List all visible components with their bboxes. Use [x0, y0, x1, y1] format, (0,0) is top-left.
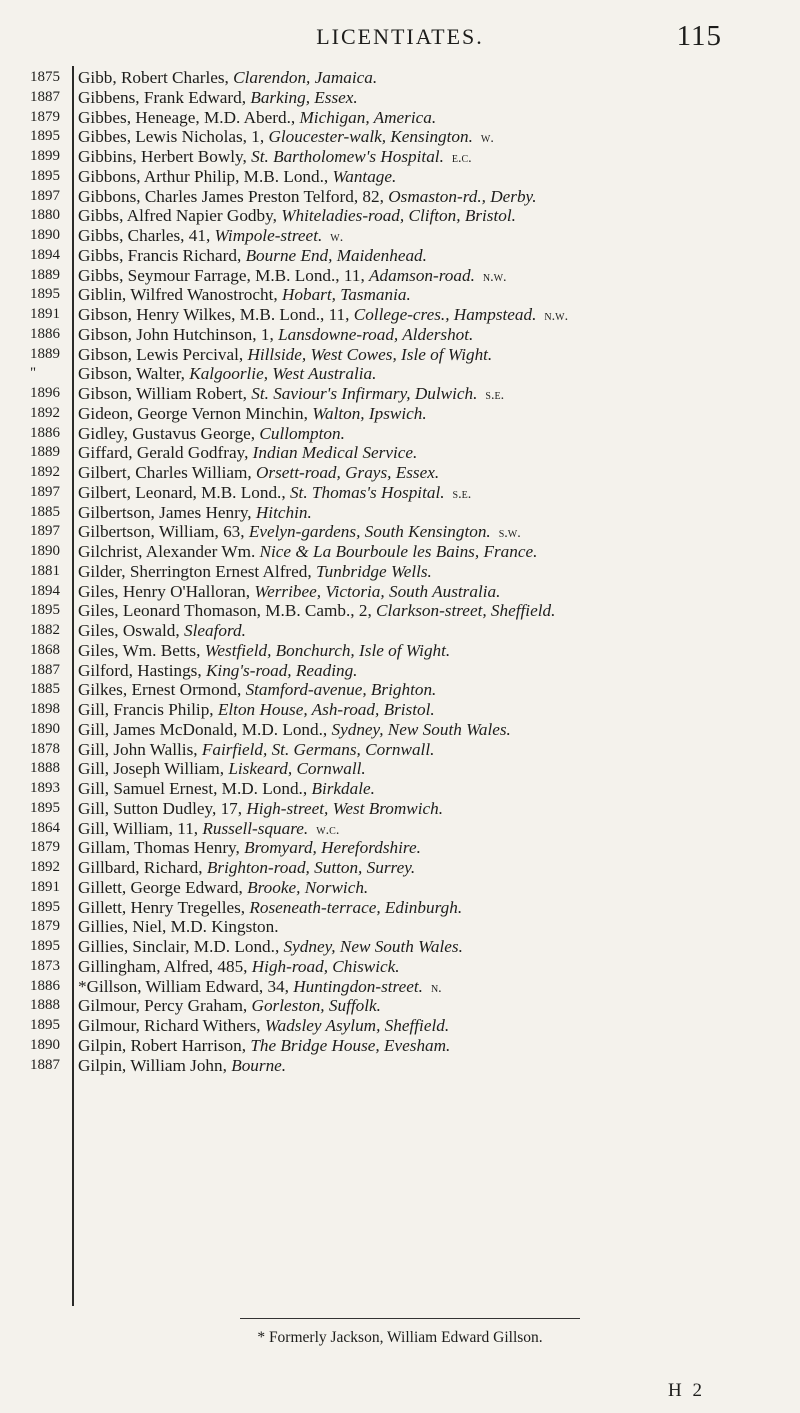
list-item — [78, 937, 798, 957]
entry-name: Gilmour, Percy Graham, — [78, 996, 252, 1016]
entry-place: Evelyn-gardens, South Kensington. — [248, 522, 491, 542]
entry-place: Liskeard, Cornwall. — [228, 759, 366, 779]
list-item — [78, 996, 798, 1016]
list-item — [78, 819, 798, 839]
entry-year: 1879 — [30, 839, 60, 856]
entry-year: 1890 — [30, 1036, 60, 1053]
entry-place: Clarkson-street, Sheffield. — [376, 601, 556, 621]
entry-name: Gill, William, 11, — [78, 818, 203, 838]
entry-year: 1897 — [30, 483, 60, 500]
entry-place: Wadsley Asylum, Sheffield. — [264, 1016, 450, 1035]
entry-place: Roseneath-terrace, Edinburgh. — [249, 897, 463, 917]
entry-place: Hitchin. — [255, 502, 312, 522]
list-item — [78, 463, 798, 483]
list-item — [78, 325, 798, 345]
list-item — [78, 226, 798, 246]
entry-year: 1893 — [30, 780, 60, 796]
entry-year: 1895 — [30, 799, 60, 816]
column-rule — [72, 66, 74, 1306]
entry-name: Gibbins, Herbert Bowly, — [78, 147, 252, 166]
list-item — [78, 266, 798, 286]
entry-place: Tunbridge Wells. — [315, 561, 432, 581]
entry-name: Gill, James McDonald, M.D. Lond., — [78, 719, 332, 739]
entry-year: 1891 — [30, 306, 60, 322]
entry-year: 1879 — [30, 108, 60, 125]
list-item — [78, 285, 798, 305]
entry-place: Fairfield, St. Germans, Cornwall. — [201, 739, 435, 759]
list-item — [78, 601, 798, 621]
entry-name: Gilbert, Leonard, M.B. Lond., — [78, 482, 290, 502]
list-item — [78, 246, 798, 266]
entry-district: s.w. — [498, 526, 521, 542]
list-item — [78, 641, 798, 661]
list-item — [78, 147, 798, 167]
entry-year: 1895 — [30, 602, 60, 619]
entry-year: 1873 — [30, 957, 60, 974]
list-item — [78, 878, 798, 898]
list-item — [78, 740, 798, 760]
list-item — [78, 759, 798, 779]
entry-name: Gill, Sutton Dudley, 17, — [78, 798, 247, 818]
page-number: 115 — [676, 20, 722, 52]
entry-year: 1891 — [30, 878, 60, 895]
entry-year: 1887 — [30, 1056, 60, 1073]
running-title: LICENTIATES. — [316, 24, 484, 49]
entry-place: Clarendon, Jamaica. — [233, 68, 378, 87]
entry-place: St. Saviour's Infirmary, Dulwich. — [251, 384, 478, 403]
entry-place: Michigan, America. — [299, 107, 437, 127]
entry-place: College-cres., Hampstead. — [353, 305, 537, 324]
list-item — [78, 108, 798, 128]
entry-place: Werribee, Victoria, South Australia. — [254, 581, 501, 601]
list-item — [78, 503, 798, 523]
entry-name: Gibson, Henry Wilkes, M.B. Lond., 11, — [78, 305, 354, 324]
entry-name: Giles, Oswald, — [78, 621, 184, 640]
entry-place: Lansdowne-road, Aldershot. — [278, 324, 474, 344]
list-item — [78, 483, 798, 503]
entry-name: Gibbes, Lewis Nicholas, 1, — [78, 127, 269, 147]
entry-place: Osmaston-rd., Derby. — [388, 186, 537, 206]
entry-place: Bromyard, Herefordshire. — [244, 838, 421, 858]
entry-name: Giblin, Wilfred Wanostrocht, — [78, 285, 282, 305]
list-item — [78, 305, 798, 325]
entry-list — [78, 68, 798, 1075]
entry-year: 1895 — [30, 128, 60, 145]
entry-name: Gilpin, Robert Harrison, — [78, 1035, 251, 1055]
entry-year: 1895 — [30, 1017, 60, 1033]
entry-district: s.e. — [485, 388, 505, 403]
entry-place: Cullompton. — [259, 423, 345, 443]
entry-place: Adamson-road. — [369, 265, 475, 285]
entry-place: Barking, Essex. — [250, 87, 358, 107]
entry-year: 1897 — [30, 187, 60, 204]
list-item — [78, 167, 798, 187]
entry-place: Birkdale. — [311, 779, 375, 798]
entry-name: Gibbes, Heneage, M.D. Aberd., — [78, 107, 300, 127]
list-item — [78, 88, 798, 108]
entry-place: Sleaford. — [183, 621, 246, 640]
list-item — [78, 562, 798, 582]
entry-name: Gideon, George Vernon Minchin, — [78, 403, 313, 423]
list-item — [78, 977, 798, 997]
footnote: * Formerly Jackson, William Edward Gillson. — [257, 1329, 543, 1346]
list-item — [78, 838, 798, 858]
entry-year: 1894 — [30, 246, 60, 263]
list-item — [78, 621, 798, 641]
entry-name: Gibbens, Frank Edward, — [78, 87, 251, 107]
entry-name: Gilkes, Ernest Ormond, — [78, 680, 246, 700]
entry-name: Gillett, George Edward, — [78, 877, 248, 897]
entry-name: Gillbard, Richard, — [78, 858, 207, 877]
entry-place: Huntingdon-street. — [293, 976, 423, 996]
entry-district: n. — [430, 980, 442, 996]
entry-place: Kalgoorlie, West Australia. — [189, 364, 377, 384]
entry-place: Indian Medical Service. — [252, 443, 418, 463]
entry-name: Giles, Wm. Betts, — [78, 640, 205, 660]
entry-name: Gilchrist, Alexander Wm. — [78, 542, 260, 561]
entry-year: 1886 — [30, 325, 60, 342]
entry-place: Brighton-road, Sutton, Surrey. — [206, 858, 416, 877]
entry-place: The Bridge House, Evesham. — [250, 1035, 451, 1055]
entry-name: Gibson, Walter, — [78, 364, 190, 384]
entry-name: Gillies, Sinclair, M.D. Lond., — [78, 937, 284, 956]
entry-year: 1899 — [30, 148, 60, 164]
entry-year: 1895 — [30, 167, 60, 184]
entry-place: Russell-square. — [202, 818, 309, 838]
entry-year: 1887 — [30, 661, 60, 678]
entry-place: Gloucester-walk, Kensington. — [268, 127, 473, 147]
entry-year: 1892 — [30, 464, 60, 480]
entry-name: Gibbs, Charles, 41, — [78, 226, 215, 245]
entry-name: Gill, Samuel Ernest, M.D. Lond., — [78, 779, 312, 798]
entry-name: Giles, Henry O'Halloran, — [78, 581, 255, 601]
entry-name: Gill, Francis Philip, — [78, 700, 218, 719]
list-item — [78, 364, 798, 384]
entry-name: Gillies, Niel, M.D. Kingston. — [78, 917, 279, 937]
entry-name: Gidley, Gustavus George, — [78, 423, 260, 443]
entry-name: Gibbons, Charles James Preston Telford, 82, — [78, 186, 389, 206]
entry-year: 1898 — [30, 701, 60, 717]
entry-year: 1888 — [30, 760, 60, 777]
entry-year: 1895 — [30, 286, 60, 303]
entry-place: Orsett-road, Grays, Essex. — [256, 463, 440, 482]
entry-name: *Gillson, William Edward, 34, — [78, 976, 294, 996]
entry-place: Wimpole-street. — [214, 226, 323, 245]
entry-year: 1890 — [30, 227, 60, 243]
list-item — [78, 661, 798, 681]
entry-year: 1882 — [30, 622, 60, 638]
list-item — [78, 957, 798, 977]
entry-name: Gilpin, William John, — [78, 1055, 232, 1075]
entry-name: Gibson, John Hutchinson, 1, — [78, 324, 279, 344]
entry-name: Giles, Leonard Thomason, M.B. Camb., 2, — [78, 601, 377, 621]
list-item — [78, 1056, 798, 1076]
entry-district: e.c. — [451, 151, 472, 166]
entry-place: Nice & La Bourboule les Bains, France. — [259, 542, 538, 561]
list-item — [78, 582, 798, 602]
entry-name: Giffard, Gerald Godfray, — [78, 443, 253, 463]
entry-district: w.c. — [316, 822, 340, 838]
entry-year: 1886 — [30, 424, 60, 441]
entry-name: Gillett, Henry Tregelles, — [78, 897, 250, 917]
entry-name: Gilder, Sherrington Ernest Alfred, — [78, 561, 316, 581]
entry-year: 1895 — [30, 938, 60, 954]
entry-place: Sydney, New South Wales. — [283, 937, 463, 956]
entry-place: Bourne End, Maidenhead. — [245, 245, 427, 265]
entry-place: Wantage. — [332, 166, 397, 186]
entry-place: Gorleston, Suffolk. — [251, 996, 381, 1016]
entry-year: 1881 — [30, 562, 60, 579]
entry-place: Stamford-avenue, Brighton. — [245, 680, 437, 700]
entry-year: 1889 — [30, 266, 60, 283]
entry-place: Bourne. — [231, 1055, 287, 1075]
entry-year: 1890 — [30, 543, 60, 559]
entry-year: 1885 — [30, 681, 60, 698]
entry-district: w. — [330, 230, 344, 245]
entry-year: 1890 — [30, 720, 60, 737]
entry-name: Gibbs, Seymour Farrage, M.B. Lond., 11, — [78, 265, 370, 285]
entry-year: 1895 — [30, 898, 60, 915]
list-item — [78, 206, 798, 226]
entry-year: 1880 — [30, 207, 60, 224]
entry-year: 1887 — [30, 88, 60, 105]
entry-place: Brooke, Norwich. — [247, 877, 369, 897]
footnote-rule — [240, 1318, 580, 1319]
signature-mark: H 2 — [668, 1380, 705, 1401]
entry-name: Gibbons, Arthur Philip, M.B. Lond., — [78, 166, 333, 186]
entry-name: Gibbs, Alfred Napier Godby, — [78, 206, 282, 226]
entry-name: Gibb, Robert Charles, — [78, 68, 234, 87]
entry-year: 1889 — [30, 345, 60, 362]
entry-year: 1892 — [30, 859, 60, 875]
entry-place: St. Bartholomew's Hospital. — [251, 147, 444, 166]
list-item — [78, 542, 798, 562]
entry-year: 1892 — [30, 404, 60, 421]
entry-district: s.e. — [452, 486, 472, 502]
year-column — [30, 68, 70, 1075]
entry-year: 1894 — [30, 582, 60, 599]
entry-name: Gilbert, Charles William, — [78, 463, 256, 482]
entry-place: Westfield, Bonchurch, Isle of Wight. — [204, 640, 451, 660]
page-header — [0, 20, 800, 60]
entry-year: 1879 — [30, 918, 60, 935]
entry-year: 1878 — [30, 740, 60, 757]
entry-name: Gilbertson, James Henry, — [78, 502, 256, 522]
list-item — [78, 1016, 798, 1036]
entry-place: Elton House, Ash-road, Bristol. — [217, 700, 435, 719]
list-item — [78, 68, 798, 88]
entry-year: 1886 — [30, 977, 60, 994]
list-item — [78, 187, 798, 207]
entry-name: Gilbertson, William, 63, — [78, 522, 249, 542]
entry-name: Gibson, William Robert, — [78, 384, 252, 403]
entry-place: Walton, Ipswich. — [312, 403, 427, 423]
entry-year: 1875 — [30, 69, 60, 85]
entry-district: n.w. — [544, 309, 569, 324]
entry-year: 1896 — [30, 385, 60, 401]
entry-name: Gibson, Lewis Percival, — [78, 344, 248, 364]
list-item — [78, 522, 798, 542]
entry-name: Gill, Joseph William, — [78, 759, 229, 779]
entry-place: Hillside, West Cowes, Isle of Wight. — [247, 344, 493, 364]
list-item — [78, 720, 798, 740]
entry-place: High-street, West Bromwich. — [246, 798, 444, 818]
entry-name: Gilford, Hastings, — [78, 660, 206, 680]
list-item — [78, 799, 798, 819]
entry-year: 1868 — [30, 641, 60, 658]
list-item — [78, 127, 798, 147]
list-item — [78, 424, 798, 444]
entry-place: Hobart, Tasmania. — [281, 285, 411, 305]
entry-year: 1864 — [30, 819, 60, 836]
entry-district: w. — [480, 131, 494, 147]
entry-year: 1885 — [30, 503, 60, 520]
entry-name: Gillingham, Alfred, 485, — [78, 956, 252, 976]
list-item — [78, 898, 798, 918]
list-item — [78, 345, 798, 365]
list-item — [78, 858, 798, 878]
entry-place: Whiteladies-road, Clifton, Bristol. — [281, 206, 516, 226]
entry-year: 1889 — [30, 444, 60, 461]
entry-name: Gibbs, Francis Richard, — [78, 245, 246, 265]
entry-place: King's-road, Reading. — [205, 660, 358, 680]
list-item — [78, 384, 798, 404]
entry-year: 1897 — [30, 523, 60, 540]
list-item — [78, 680, 798, 700]
list-item — [78, 404, 798, 424]
list-item — [78, 779, 798, 799]
entry-place: St. Thomas's Hospital. — [289, 482, 445, 502]
entry-year: 1888 — [30, 997, 60, 1014]
entry-year: " — [30, 365, 37, 382]
list-item — [78, 1036, 798, 1056]
entry-district: n.w. — [482, 269, 507, 285]
entry-name: Gilmour, Richard Withers, — [78, 1016, 265, 1035]
list-item — [78, 700, 798, 720]
entry-place: High-road, Chiswick. — [251, 956, 400, 976]
entry-name: Gillam, Thomas Henry, — [78, 838, 245, 858]
entry-place: Sydney, New South Wales. — [331, 719, 511, 739]
list-item — [78, 917, 798, 937]
entry-name: Gill, John Wallis, — [78, 739, 202, 759]
list-item — [78, 443, 798, 463]
